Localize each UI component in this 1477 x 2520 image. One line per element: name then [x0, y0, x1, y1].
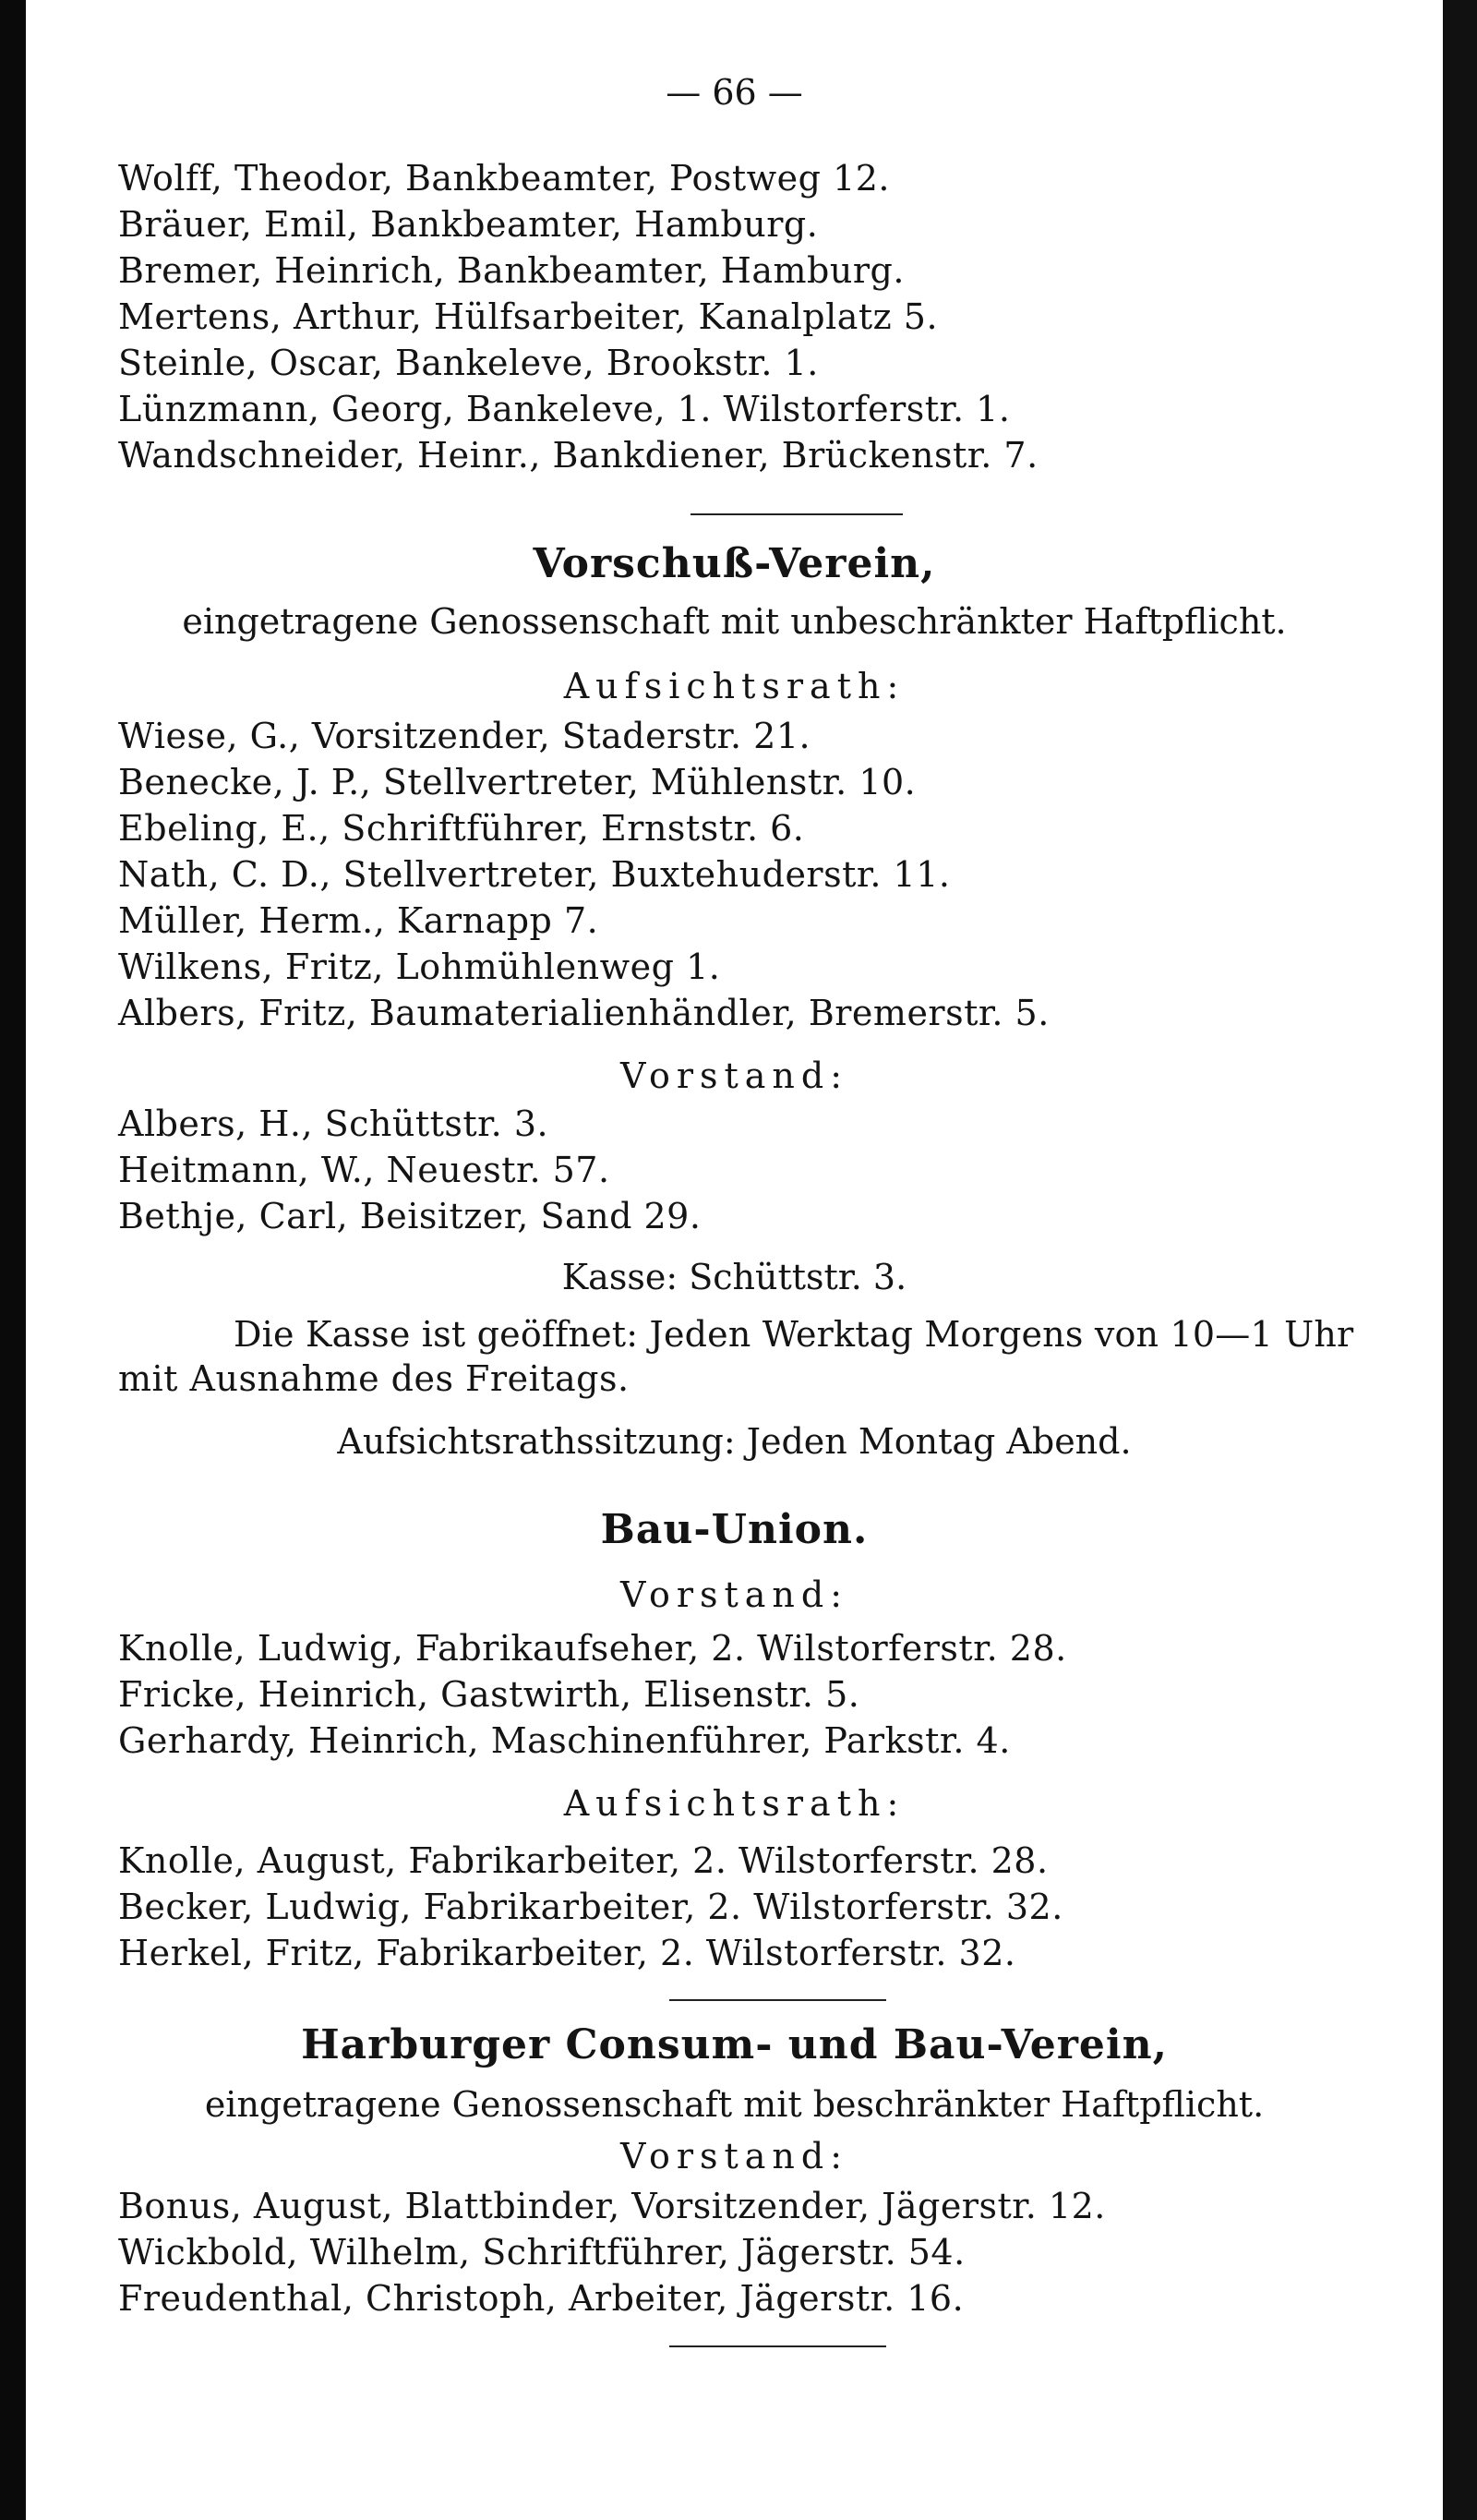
list-item: Wickbold, Wilhelm, Schriftführer, Jägerstr. 54. [118, 2232, 966, 2273]
list-item: Heitmann, W., Neuestr. 57. [118, 1150, 610, 1190]
list-item: Benecke, J. P., Stellvertreter, Mühlenstr. 10. [118, 762, 917, 802]
subsection-heading: Vorstand: [619, 2136, 849, 2176]
section-title: Vorschuß-Verein, [533, 540, 936, 587]
list-item: Freudenthal, Christoph, Arbeiter, Jägerstr. 16. [118, 2278, 965, 2319]
subsection-heading: Aufsichtsrath: [563, 666, 906, 706]
kasse-address: Kasse: Schüttstr. 3. [561, 1257, 907, 1297]
document-page [26, 0, 1443, 2520]
section-divider [690, 513, 903, 515]
page-number: — 66 — [666, 72, 803, 113]
list-item: Wolff, Theodor, Bankbeamter, Postweg 12. [118, 158, 890, 199]
section-divider [669, 2345, 886, 2347]
meeting-schedule: Aufsichtsrathssitzung: Jeden Montag Abend. [337, 1421, 1132, 1462]
list-item: Mertens, Arthur, Hülfsarbeiter, Kanalplatz 5. [118, 296, 939, 337]
opening-hours: Die Kasse ist geöffnet: Jeden Werktag Morgens von 10—1 Uhr [234, 1314, 1354, 1355]
page-edge-shadow [1443, 0, 1477, 2520]
section-divider [669, 1999, 886, 2001]
list-item: Bräuer, Emil, Bankbeamter, Hamburg. [118, 204, 819, 245]
list-item: Steinle, Oscar, Bankeleve, Brookstr. 1. [118, 343, 819, 383]
list-item: Albers, H., Schüttstr. 3. [118, 1103, 549, 1144]
section-title: Bau-Union. [600, 1506, 869, 1553]
list-item: Wiese, G., Vorsitzender, Staderstr. 21. [118, 716, 811, 756]
list-item: Müller, Herm., Karnapp 7. [118, 900, 599, 941]
list-item: Knolle, August, Fabrikarbeiter, 2. Wilstorferstr. 28. [118, 1840, 1049, 1881]
opening-hours-note: mit Ausnahme des Freitags. [118, 1358, 630, 1399]
list-item: Fricke, Heinrich, Gastwirth, Elisenstr. 5. [118, 1674, 860, 1715]
section-subtitle: eingetragene Genossenschaft mit beschränkter Haftpflicht. [204, 2084, 1265, 2125]
list-item: Lünzmann, Georg, Bankeleve, 1. Wilstorferstr. 1. [118, 389, 1011, 429]
subsection-heading: Vorstand: [619, 1574, 849, 1615]
list-item: Bethje, Carl, Beisitzer, Sand 29. [118, 1196, 702, 1236]
list-item: Albers, Fritz, Baumaterialienhändler, Bremerstr. 5. [118, 993, 1050, 1033]
list-item: Knolle, Ludwig, Fabrikaufseher, 2. Wilstorferstr. 28. [118, 1628, 1067, 1669]
subsection-heading: Vorstand: [619, 1055, 849, 1096]
subsection-heading: Aufsichtsrath: [563, 1783, 906, 1824]
list-item: Herkel, Fritz, Fabrikarbeiter, 2. Wilstorferstr. 32. [118, 1933, 1016, 1973]
list-item: Wandschneider, Heinr., Bankdiener, Brückenstr. 7. [118, 435, 1039, 476]
list-item: Bonus, August, Blattbinder, Vorsitzender, Jägerstr. 12. [118, 2186, 1106, 2226]
list-item: Ebeling, E., Schriftführer, Ernststr. 6. [118, 808, 805, 849]
list-item: Nath, C. D., Stellvertreter, Buxtehuderstr. 11. [118, 854, 951, 895]
list-item: Gerhardy, Heinrich, Maschinenführer, Parkstr. 4. [118, 1720, 1011, 1761]
list-item: Becker, Ludwig, Fabrikarbeiter, 2. Wilstorferstr. 32. [118, 1887, 1063, 1927]
list-item: Wilkens, Fritz, Lohmühlenweg 1. [118, 947, 721, 987]
section-subtitle: eingetragene Genossenschaft mit unbeschränkter Haftpflicht. [182, 601, 1287, 642]
section-title: Harburger Consum- und Bau-Verein, [301, 2021, 1168, 2068]
list-item: Bremer, Heinrich, Bankbeamter, Hamburg. [118, 250, 905, 291]
